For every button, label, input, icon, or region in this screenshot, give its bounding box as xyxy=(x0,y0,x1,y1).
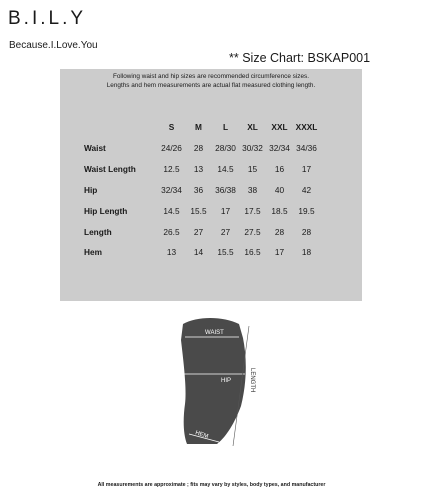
size-header: S xyxy=(168,122,175,132)
table-cell: 13 xyxy=(193,164,204,175)
table-cell: 38 xyxy=(247,184,258,195)
size-header: XXL xyxy=(271,122,288,132)
corner-cell xyxy=(84,116,158,138)
size-chart-title: ** Size Chart: BSKAP001 xyxy=(229,51,371,65)
hip-label: HIP xyxy=(221,378,232,384)
table-cell: 14.5 xyxy=(163,205,180,216)
table-cell: 32/34 xyxy=(269,143,290,154)
table-cell: 28 xyxy=(274,226,285,237)
table-cell: 17 xyxy=(274,247,285,258)
table-cell: 12.5 xyxy=(163,164,180,175)
size-header-row xyxy=(84,116,320,138)
table-cell: 17 xyxy=(301,164,312,175)
table-cell: 15.5 xyxy=(190,205,207,216)
brand-logo: B.I.L.Y xyxy=(8,8,87,29)
table-cell: 13 xyxy=(166,247,177,258)
table-row xyxy=(84,138,320,159)
table-cell: 17.5 xyxy=(244,205,261,216)
table-cell: 34/36 xyxy=(296,143,317,154)
table-cell: 14.5 xyxy=(217,164,234,175)
size-chart-panel xyxy=(60,69,362,301)
intro-text xyxy=(60,72,362,90)
table-cell: 18.5 xyxy=(271,205,288,216)
skirt-diagram xyxy=(175,318,265,454)
length-label: LENGTH xyxy=(249,368,255,393)
table-cell: 16 xyxy=(274,164,285,175)
row-label: Hip xyxy=(84,184,98,195)
size-header: L xyxy=(222,122,229,132)
row-label: Hip Length xyxy=(84,205,128,216)
measurement-footnote: All measurements are approximate ; fits may vary by styles, body types, and manufacturer xyxy=(97,482,326,488)
table-row xyxy=(84,242,320,263)
row-label: Length xyxy=(84,226,112,237)
waist-label: WAIST xyxy=(205,330,224,336)
table-row xyxy=(84,159,320,180)
row-label: Hem xyxy=(84,247,102,258)
table-cell: 36/38 xyxy=(215,184,236,195)
size-header: XXXL xyxy=(295,122,318,132)
row-label: Waist xyxy=(84,143,106,154)
table-cell: 30/32 xyxy=(242,143,263,154)
table-row xyxy=(84,221,320,242)
intro-line-1: Following waist and hip sizes are recommended circumference sizes. xyxy=(112,73,310,80)
intro-line-2: Lengths and hem measurements are actual flat measured clothing length. xyxy=(106,82,316,89)
table-cell: 40 xyxy=(274,184,285,195)
hem-label: HEM xyxy=(194,430,209,441)
table-cell: 15 xyxy=(247,164,258,175)
row-label: Waist Length xyxy=(84,164,136,175)
table-cell: 28 xyxy=(301,226,312,237)
table-cell: 15.5 xyxy=(217,247,234,258)
table-cell: 26.5 xyxy=(163,226,180,237)
table-cell: 28/30 xyxy=(215,143,236,154)
table-cell: 27 xyxy=(193,226,204,237)
table-cell: 16.5 xyxy=(244,247,261,258)
size-table xyxy=(84,116,320,263)
table-cell: 27.5 xyxy=(244,226,261,237)
table-cell: 14 xyxy=(193,247,204,258)
table-cell: 27 xyxy=(220,226,231,237)
table-cell: 24/26 xyxy=(161,143,182,154)
table-cell: 32/34 xyxy=(161,184,182,195)
table-cell: 42 xyxy=(301,184,312,195)
size-header: XL xyxy=(247,122,258,132)
table-cell: 18 xyxy=(301,247,312,258)
table-cell: 36 xyxy=(193,184,204,195)
table-row xyxy=(84,180,320,201)
brand-tagline: Because.I.Love.You xyxy=(9,40,98,51)
size-header: M xyxy=(195,122,202,132)
table-cell: 17 xyxy=(220,205,231,216)
table-row xyxy=(84,200,320,221)
table-cell: 28 xyxy=(193,143,204,154)
table-cell: 19.5 xyxy=(298,205,315,216)
